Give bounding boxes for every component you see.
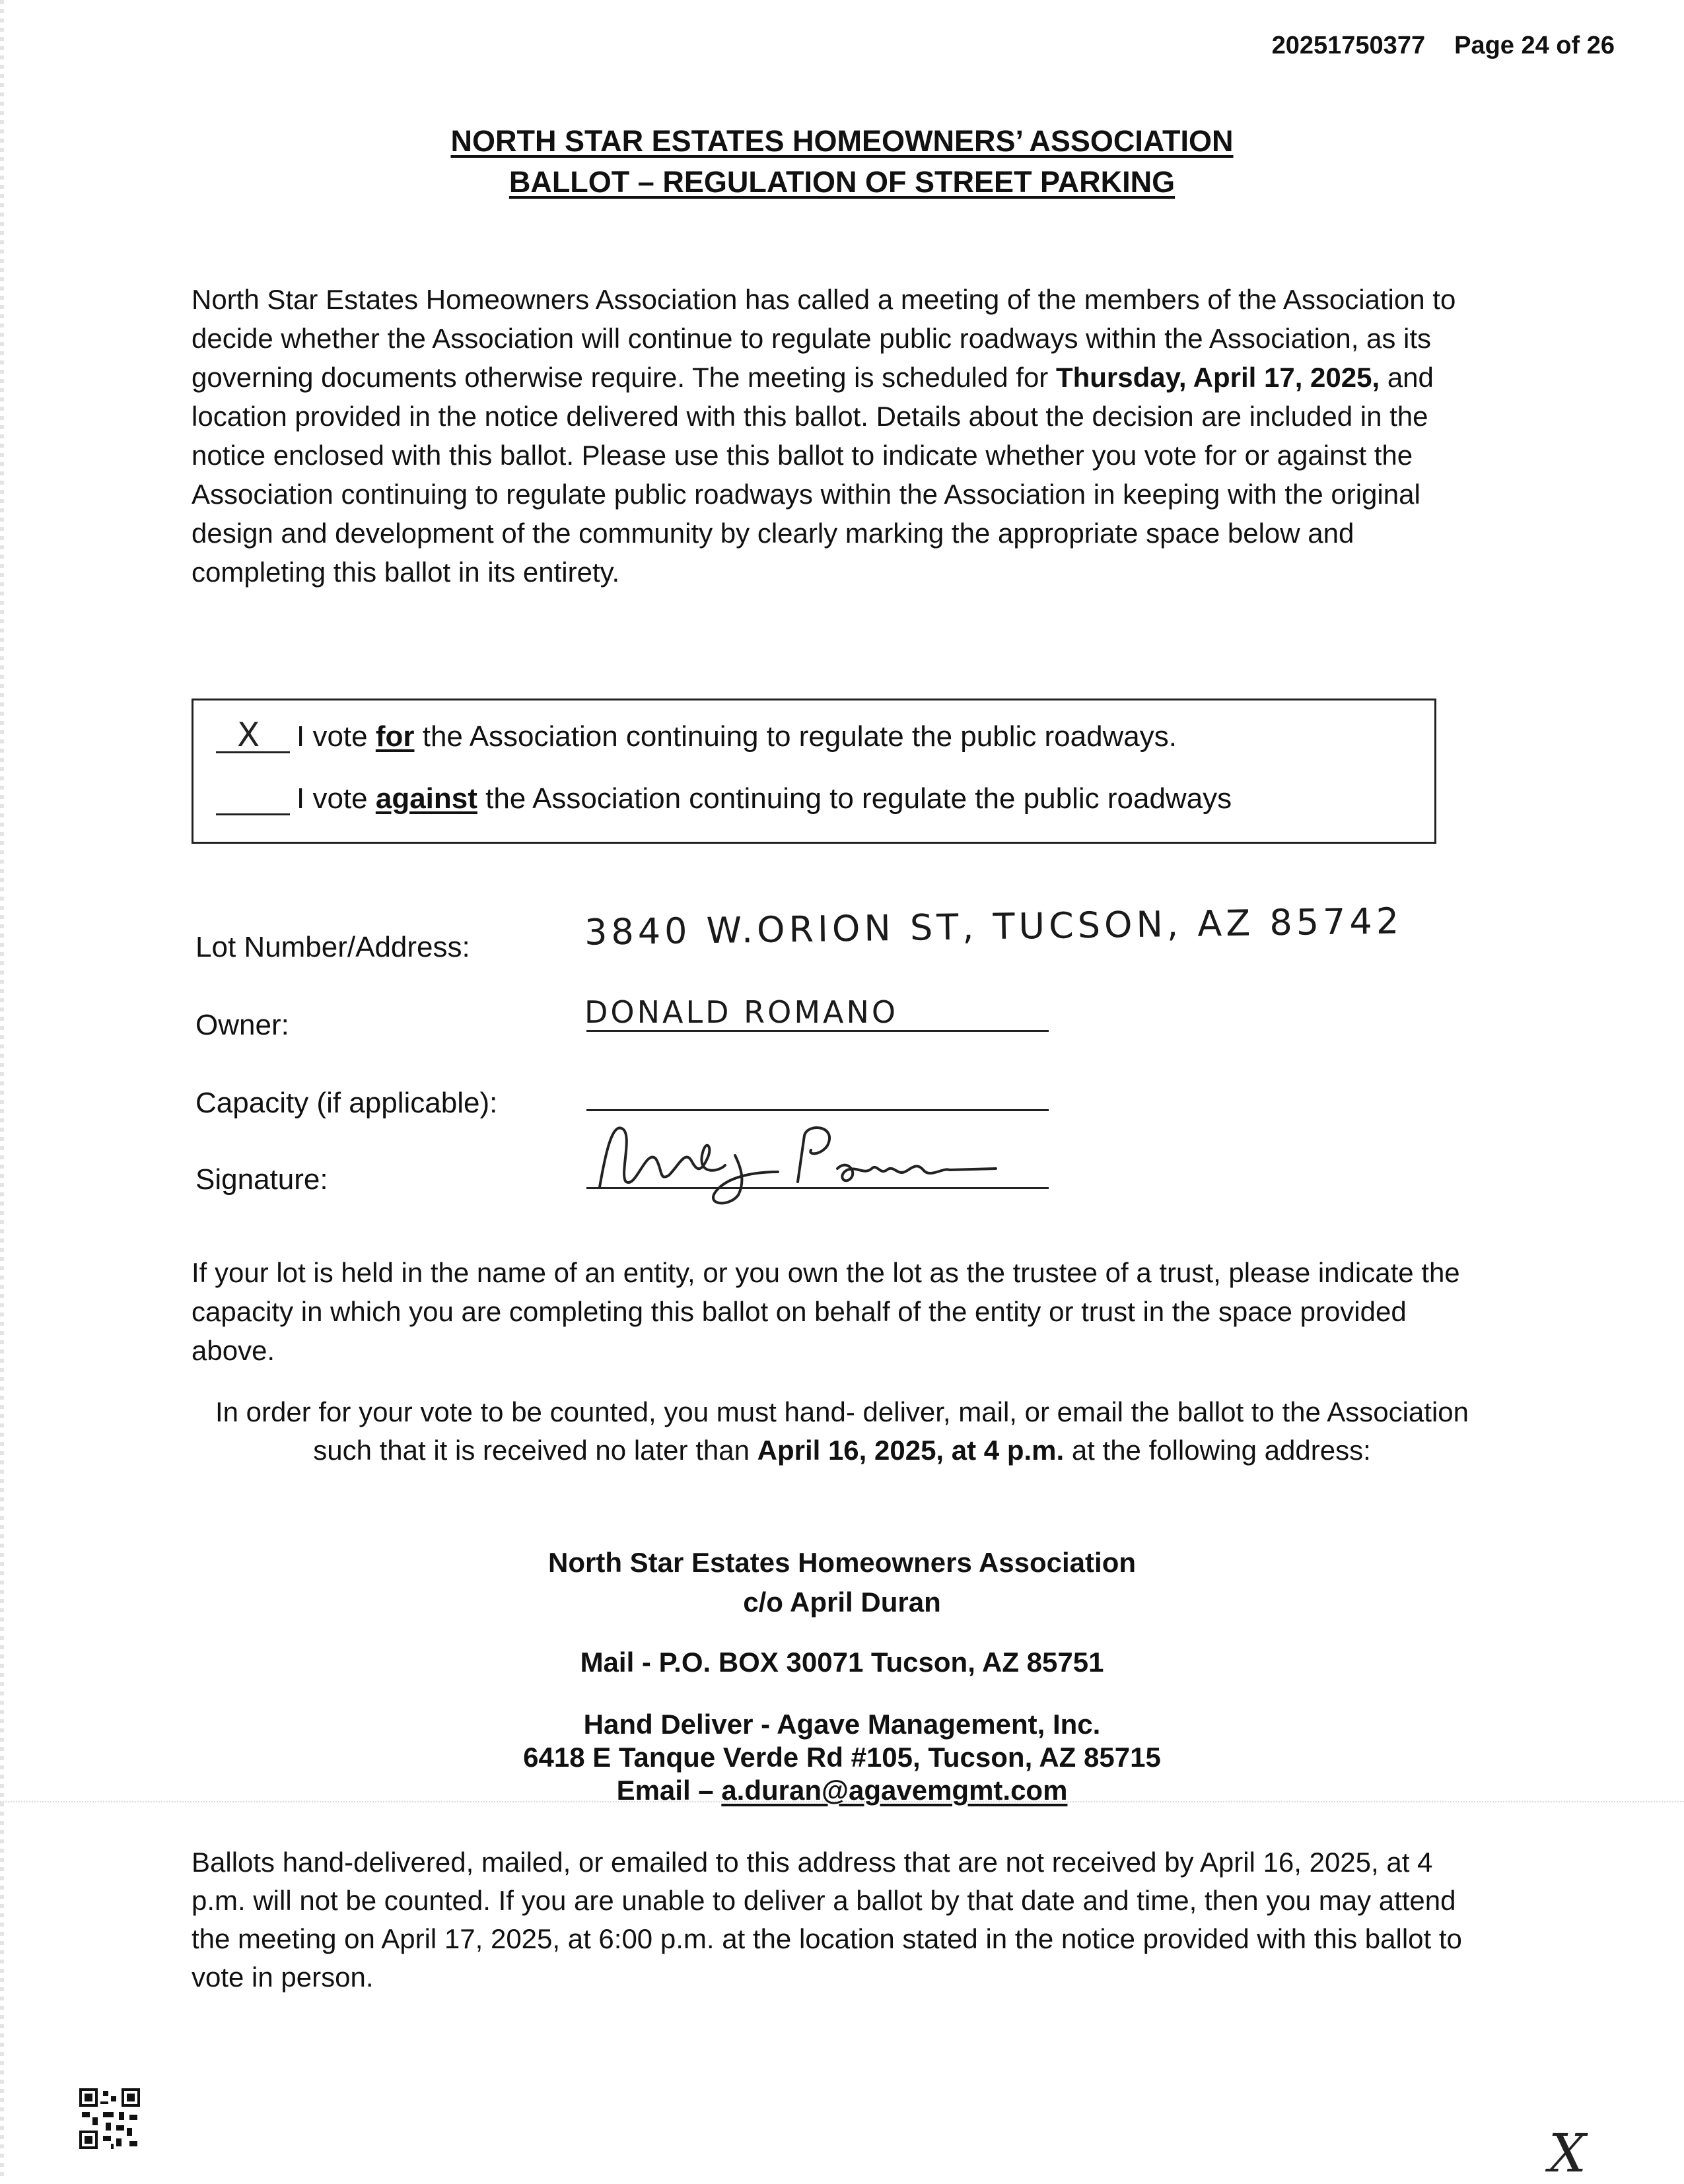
document-number: 20251750377 <box>1271 32 1426 59</box>
signature-line <box>586 1187 1049 1189</box>
address-street: 6418 E Tanque Verde Rd #105, Tucson, AZ 85715 <box>523 1742 1161 1773</box>
vote-for-blank[interactable] <box>216 716 290 754</box>
vote-for-prefix: I vote <box>297 720 376 753</box>
intro-text-2: and location provided in the notice delivered with this ballot. Details about the decision are included in the notice enclosed with this ballot. Please use this ballot to indicate whether you vote for or against the Association continuing to regulate public roadways within the Association in keeping with the original design and development of the community by clearly marking the appropriate space below and completing this ballot in its entirety. <box>192 362 1434 588</box>
owner-value[interactable]: DONALD ROMANO <box>584 994 899 1030</box>
vote-against-suffix: the Association continuing to regulate the public roadways <box>477 782 1232 815</box>
ballot-title-line2: BALLOT – REGULATION OF STREET PARKING <box>509 165 1175 199</box>
vote-option-against[interactable] <box>216 782 1232 815</box>
vote-against-keyword: against <box>375 782 477 815</box>
capacity-label: Capacity (if applicable): <box>195 1087 498 1119</box>
vote-for-keyword: for <box>375 720 415 753</box>
vote-options-box <box>192 699 1436 844</box>
page-number: Page 24 of 26 <box>1454 32 1615 59</box>
closing-paragraph: Ballots hand-delivered, mailed, or emailed to this address that are not received by April 16, 2025, at 4 p.m. will not be counted. If you are unable to deliver a ballot by that date and time, then you may attend the meeting on April 17, 2025, at 6:00 p.m. at the location stated in the notice provided with this ballot to vote in person. <box>192 1847 1462 1993</box>
address-mail: Mail - P.O. BOX 30071 Tucson, AZ 85751 <box>580 1647 1104 1678</box>
lot-address-value[interactable]: 3840 W.ORION ST, TUCSON, AZ 85742 <box>584 900 1403 953</box>
delivery-instructions <box>192 1393 1492 1470</box>
corner-mark: X <box>1549 2123 1586 2184</box>
vote-for-suffix: the Association continuing to regulate the public roadways. <box>414 720 1177 753</box>
vote-option-for[interactable] <box>216 716 1177 754</box>
delivery-deadline: April 16, 2025, at 4 p.m. <box>757 1435 1065 1466</box>
page-header <box>1272 32 1615 60</box>
entity-note: If your lot is held in the name of an entity, or you own the lot as the trustee of a trust, please indicate the capacity in which you are completing this ballot on behalf of the entity or trust in the space provided above. <box>192 1257 1460 1366</box>
lot-address-label: Lot Number/Address: <box>195 931 470 963</box>
address-org: North Star Estates Homeowners Association <box>548 1547 1136 1578</box>
email-prefix: Email – <box>616 1775 722 1806</box>
vote-for-mark: X <box>237 716 260 754</box>
signature-label: Signature: <box>195 1163 328 1196</box>
signature-image <box>586 1109 1062 1208</box>
intro-text-1: North Star Estates Homeowners Association has called a meeting of the members of the Association to decide whether the Association will continue to regulate public roadways within the Association, as its governing documents otherwise require. The meeting is scheduled for <box>192 284 1456 393</box>
scan-edge-artifact <box>0 0 4 2179</box>
address-hand-deliver: Hand Deliver - Agave Management, Inc. <box>583 1709 1101 1740</box>
vote-against-prefix: I vote <box>297 782 376 815</box>
address-email-line <box>0 1775 1684 1806</box>
vote-against-blank[interactable] <box>216 784 290 815</box>
email-link[interactable]: a.duran@agavemgmt.com <box>721 1775 1068 1806</box>
delivery-text-1: In order for your vote to be counted, you must hand- deliver, mail, or email the ballot to the Association such that it is received no later than <box>215 1396 1469 1466</box>
intro-paragraph <box>192 280 1486 592</box>
owner-line <box>586 1030 1049 1032</box>
owner-label: Owner: <box>195 1009 289 1041</box>
ballot-title-line1: NORTH STAR ESTATES HOMEOWNERS’ ASSOCIATION <box>450 124 1234 158</box>
address-care-of: c/o April Duran <box>743 1587 941 1618</box>
delivery-text-2: at the following address: <box>1064 1435 1371 1466</box>
meeting-date: Thursday, April 17, 2025, <box>1055 362 1380 393</box>
qr-code-icon <box>79 2088 140 2149</box>
